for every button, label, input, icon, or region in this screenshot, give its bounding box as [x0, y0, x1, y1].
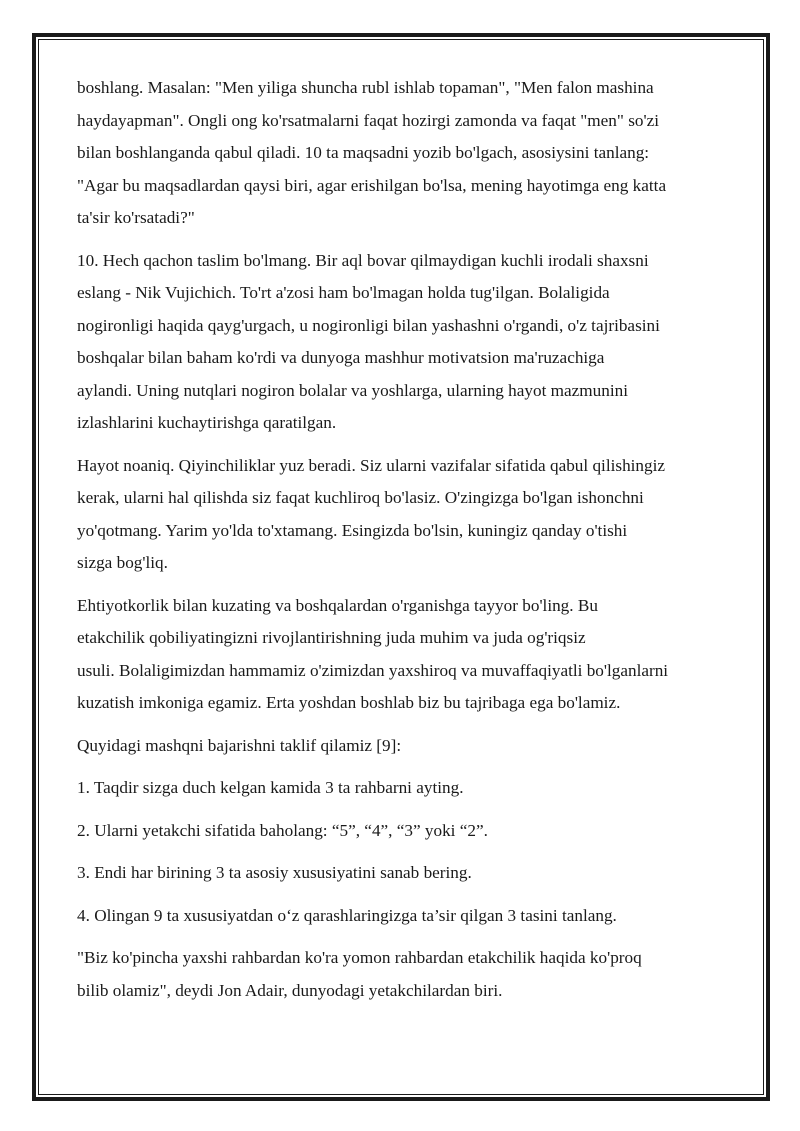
text-line: 1. Taqdir sizga duch kelgan kamida 3 ta rahbarni ayting. — [77, 778, 464, 797]
text-line: nogironligi haqida qayg'urgach, u nogironligi bilan yashashni o'rgandi, o'z tajribasini — [77, 315, 660, 335]
text-line: 2. Ularni yetakchi sifatida baholang: “5”, “4”, “3” yoki “2”. — [77, 820, 488, 840]
list-item-2 — [77, 815, 727, 848]
paragraph-life-uncertain — [77, 450, 727, 580]
text-line: etakchilik qobiliyatingizni rivojlantirishning juda muhim va juda og'riqsiz — [77, 628, 586, 647]
text-line: Quyidagi mashqni bajarishni taklif qilamiz [9]: — [77, 735, 402, 755]
list-item-4 — [77, 900, 727, 933]
text-line: sizga bog'liq. — [77, 553, 168, 572]
text-line: boshqalar bilan baham ko'rdi va dunyoga mashhur motivatsion ma'ruzachiga — [77, 348, 605, 367]
text-line: 3. Endi har birining 3 ta asosiy xususiyatini sanab bering. — [77, 863, 472, 882]
text-line: bilan boshlanganda qabul qiladi. 10 ta maqsadni yozib bo'lgach, asosiysini tanlang: — [77, 143, 650, 162]
text-line: "Biz ko'pincha yaxshi rahbardan ko'ra yomon rahbardan etakchilik haqida ko'proq — [77, 948, 642, 967]
text-line: eslang - Nik Vujichich. To'rt a'zosi ham bo'lmagan holda tug'ilgan. Bolaligida — [77, 283, 610, 302]
list-item-1 — [77, 772, 727, 805]
text-line: usuli. Bolaligimizdan hammamiz o'zimizdan yaxshiroq va muvaffaqiyatli bo'lganlarni — [77, 660, 669, 680]
text-line: kerak, ularni hal qilishda siz faqat kuchliroq bo'lasiz. O'zingizga bo'lgan ishonchni — [77, 488, 644, 507]
text-line: boshlang. Masalan: "Men yiliga shuncha rubl ishlab topaman", "Men falon mashina — [77, 78, 654, 97]
list-item-3 — [77, 857, 727, 890]
paragraph-never-give-up — [77, 245, 727, 440]
paragraph-observe-learn — [77, 590, 727, 720]
paragraph-goals-instruction — [77, 72, 727, 235]
text-line: 4. Olingan 9 ta xususiyatdan o‘z qarashlaringizga ta’sir qilgan 3 tasini tanlang. — [77, 905, 617, 925]
text-line: Ehtiyotkorlik bilan kuzating va boshqalardan o'rganishga tayyor bo'ling. Bu — [77, 595, 598, 615]
text-line: yo'qotmang. Yarim yo'lda to'xtamang. Esingizda bo'lsin, kuningiz qanday o'tishi — [77, 520, 628, 540]
text-line: Hayot noaniq. Qiyinchiliklar yuz beradi. Siz ularni vazifalar sifatida qabul qilishingiz — [77, 455, 666, 475]
text-line: haydayapman". Ongli ong ko'rsatmalarni faqat hozirgi zamonda va faqat "men" so'zi — [77, 110, 659, 130]
text-line: aylandi. Uning nutqlari nogiron bolalar va yoshlarga, ularning hayot mazmunini — [77, 380, 628, 400]
text-line: 10. Hech qachon taslim bo'lmang. Bir aql bovar qilmaydigan kuchli irodali shaxsni — [77, 250, 649, 270]
paragraph-quote — [77, 942, 727, 1007]
paragraph-exercise-intro — [77, 730, 727, 763]
text-line: kuzatish imkoniga egamiz. Erta yoshdan boshlab biz bu tajribaga ega bo'lamiz. — [77, 693, 621, 712]
text-line: bilib olamiz", deydi Jon Adair, dunyodagi yetakchilardan biri. — [77, 980, 503, 1000]
text-line: "Agar bu maqsadlardan qaysi biri, agar erishilgan bo'lsa, mening hayotimga eng katta — [77, 175, 667, 195]
document-body — [77, 72, 727, 1017]
text-line: ta'sir ko'rsatadi?" — [77, 208, 195, 227]
text-line: izlashlarini kuchaytirishga qaratilgan. — [77, 413, 337, 432]
